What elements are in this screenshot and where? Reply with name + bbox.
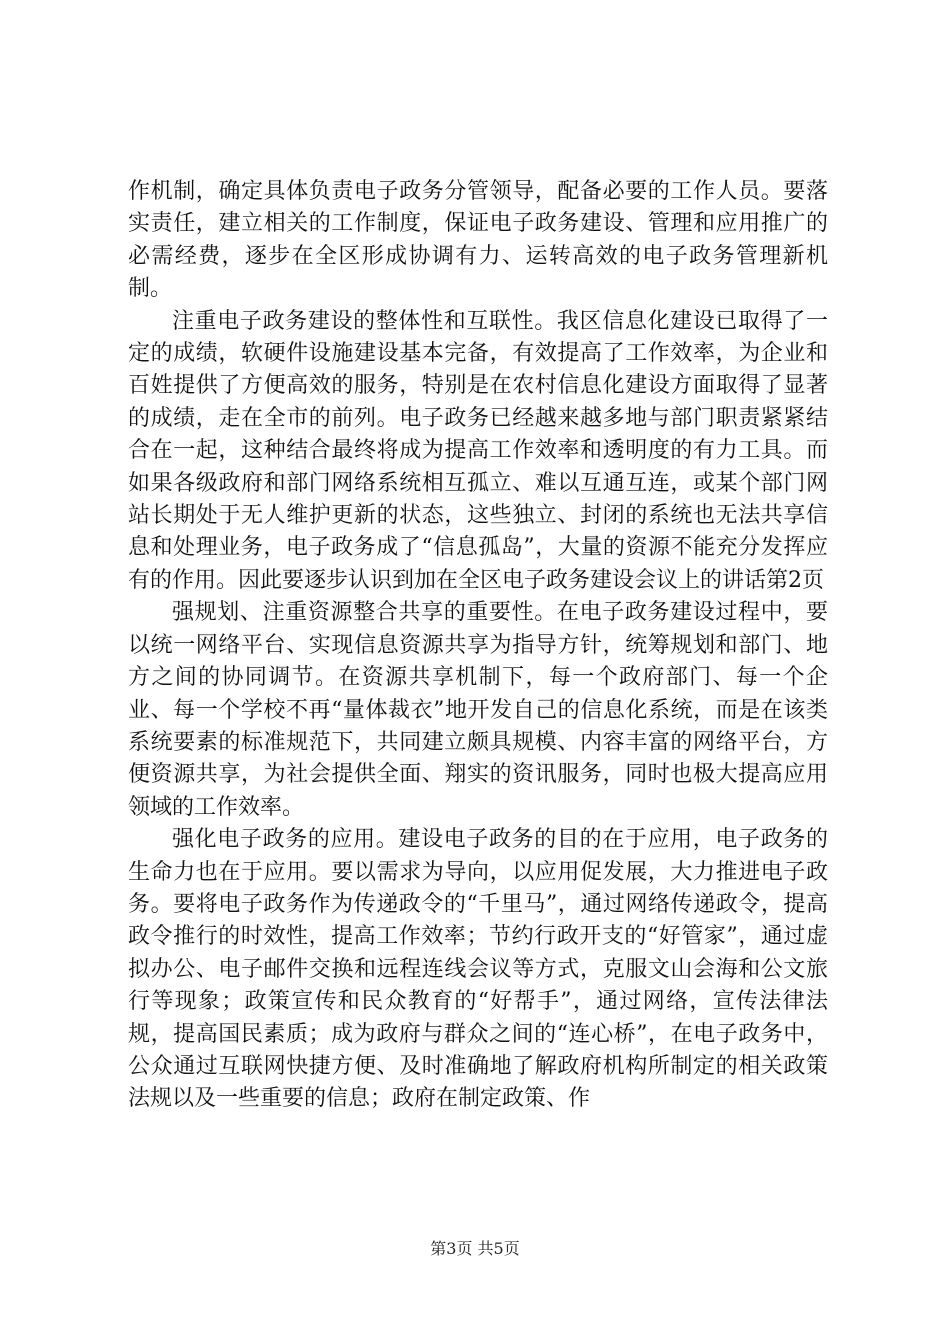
paragraph-2: 注重电子政务建设的整体性和互联性。我区信息化建设已取得了一定的成绩，软硬件设施建设基本完备，有效提高了工作效率，为企业和百姓提供了方便高效的服务，特别是在农村信息化建设方面取得了显著的成绩，走在全市的前列。电子政务已经越来越多地与部门职责紧紧结合在一起，这种结合最终将成为提高工作效率和透明度的有力工具。而如果各级政府和部门网络系统相互孤立、难以互通互连，或某个部门网站长期处于无人维护更新的状态，这些独立、封闭的系统也无法共享信息和处理业务，电子政务成了“信息孤岛”，大量的资源不能充分发挥应有的作用。因此要逐步认识到加在全区电子政务建设会议上的讲话第2页 <box>128 308 828 593</box>
paragraph-1: 作机制，确定具体负责电子政务分管领导，配备必要的工作人员。要落实责任，建立相关的工作制度，保证电子政务建设、管理和应用推广的必需经费，逐步在全区形成协调有力、运转高效的电子政务管理新机制。 <box>128 179 828 302</box>
paragraph-4: 强化电子政务的应用。建设电子政务的目的在于应用，电子政务的生命力也在于应用。要以需求为导向，以应用促发展，大力推进电子政务。要将电子政务作为传递政令的“千里马”，通过网络传递政令，提高政令推行的时效性，提高工作效率；节约行政开支的“好管家”，通过虚拟办公、电子邮件交换和远程连线会议等方式，克服文山会海和公文旅行等现象；政策宣传和民众教育的“好帮手”，通过网络，宣传法律法规，提高国民素质；成为政府与群众之间的“连心桥”，在电子政务中，公众通过互联网快捷方便、及时准确地了解政府机构所制定的相关政策法规以及一些重要的信息；政府在制定政策、作 <box>128 827 828 1112</box>
paragraph-3: 强规划、注重资源整合共享的重要性。在电子政务建设过程中，要以统一网络平台、实现信息资源共享为指导方针，统筹规划和部门、地方之间的协同调节。在资源共享机制下，每一个政府部门、每一个企业、每一个学校不再“量体裁衣”地开发自己的信息化系统，而是在该类系统要素的标准规范下，共同建立颇具规模、内容丰富的网络平台，方便资源共享，为社会提供全面、翔实的资讯服务，同时也极大提高应用领域的工作效率。 <box>128 600 828 820</box>
page-footer: 第3页 共5页 <box>430 1239 520 1258</box>
document-body <box>128 176 828 1116</box>
